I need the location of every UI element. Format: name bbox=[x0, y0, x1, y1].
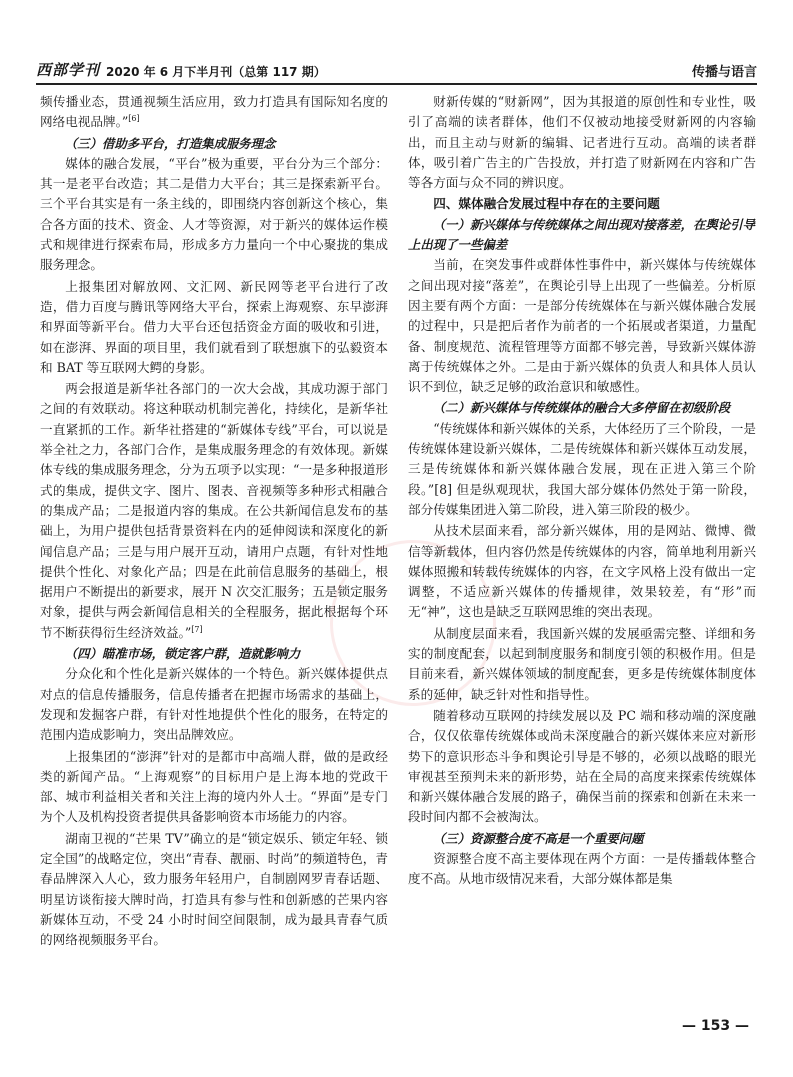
paragraph bbox=[408, 849, 756, 890]
paragraph-text: （四）瞄准市场，锁定客户群，造就影响力 bbox=[64, 646, 301, 662]
paragraph bbox=[408, 419, 756, 520]
paragraph-text: 上报集团的“澎湃”针对的是都市中高端人群，做的是政经类的新闻产品。“上海观察”的目标用户是上海本地的党政干部、城市利益相关者和关注上海的境内外人士。“界面”是专门为个人及机构投资者提供具备影响资本市场能力的内容。 bbox=[40, 748, 388, 825]
header-left bbox=[36, 59, 326, 80]
paragraph-text: 分众化和个性化是新兴媒体的一个特色。新兴媒体提供点对点的信息传播服务，信息传播者在把握市场需求的基础上，发现和发掘客户群，有针对性地提供个性化的服务，在特定的范围内造成影响力，突出品牌效应。 bbox=[40, 666, 388, 743]
section-heading bbox=[408, 829, 756, 849]
paragraph bbox=[40, 664, 388, 745]
section-heading bbox=[408, 215, 756, 256]
paragraph bbox=[40, 277, 388, 378]
paragraph bbox=[408, 706, 756, 828]
issue-info: 2020 年 6 月下半月刊（总第 117 期） bbox=[106, 65, 326, 79]
paragraph bbox=[40, 92, 388, 133]
right-column bbox=[408, 92, 756, 1012]
journal-logo: 西部学刊 bbox=[36, 61, 101, 79]
section-name: 传播与语言 bbox=[691, 65, 757, 80]
paragraph bbox=[408, 521, 756, 622]
paragraph-text: （二）新兴媒体与传统媒体的融合大多停留在初级阶段 bbox=[432, 400, 731, 416]
paragraph-text: （三）资源整合度不高是一个重要问题 bbox=[432, 830, 644, 846]
paragraph-text: 财新传媒的“财新网”，因为其报道的原创性和专业性，吸引了高端的读者群体，他们不仅被动地接受财新网的内容输出，而且主动与财新的编辑、记者进行互动。高端的读者群体，吸引着广告主的广告投放，并打造了财新网在内容和广告等各方面与众不同的辨识度。 bbox=[408, 94, 756, 191]
paragraph bbox=[40, 829, 388, 951]
paragraph-text: 媒体的融合发展，“平台”极为重要，平台分为三个部分：其一是老平台改造；其二是借力大平台；其三是探索新平台。三个平台其实是有一条主线的，即围绕内容创新这个核心，集合各方面的技术、资金、人才等资源，对于新兴的媒体运作模式和规律进行探索布局，形成多方力量向一个中心聚拢的集成服务理念。 bbox=[40, 155, 388, 273]
section-heading bbox=[40, 644, 388, 664]
paragraph-text: 从技术层面来看，部分新兴媒体，用的是网站、微博、微信等新载体，但内容仍然是传统媒体的内容，简单地利用新兴媒体照搬和转载传统媒体的内容，在文字风格上没有做出一定调整，不适应新兴媒体的传播规律，效果较差，有“形”而无“神”，这也是缺乏互联网思维的突出表现。 bbox=[408, 523, 756, 620]
paragraph-text: 频传播业态，贯通视频生活应用，致力打造具有国际知名度的网络电视品牌。” bbox=[40, 94, 388, 130]
citation-ref: [7] bbox=[191, 624, 203, 634]
paragraph-text: 两会报道是新华社各部门的一次大会战，其成功源于部门之间的有效联动。将这种联动机制完善化，持续化，是新华社一直紧抓的工作。新华社搭建的“新媒体专线”平台，可以说是举全社之力，各部门合作，是集成服务理念的有效体现。新媒体专线的集成服务理念，分为五项予以实现：“一是多种报道形式的集成，提供文字、图片、图表、音视频等多种形式相融合的集成产品；二是报道内容的集成。在公共新闻信息发布的基础上，为用户提供包括背景资料在内的延伸阅读和深度化的新闻信息产品；三是与用户展开互动，请用户点题，有针对性地提供个性化、对象化产品；四是在此前信息服务的基础上，根据用户不断提出的新要求，展开 N 次交汇服务；五是锁定服务对象，提供与两会新闻信息相关的全程服务，据此根据每个环节不断获得衍生经济效益。” bbox=[40, 381, 388, 640]
paragraph bbox=[40, 154, 388, 276]
paragraph-text: （一）新兴媒体与传统媒体之间出现对接落差，在舆论引导上出现了一些偏差 bbox=[408, 216, 755, 253]
paragraph-text: 湖南卫视的“芒果 TV”确立的是“锁定娱乐、锁定年轻、锁定全国”的战略定位，突出“青春、靓丽、时尚”的频道特色，青春品牌深入人心，致力服务年轻用户，自制剧网罗青春话题、明星访谈衔接大牌时尚，打造具有参与性和创新感的芒果内容新媒体互动，不受 24 小时时间空间限制，成为最具青春气质的网络视频服务平台。 bbox=[40, 830, 388, 948]
section-heading bbox=[40, 134, 388, 154]
paragraph-text: 当前，在突发事件或群体性事件中，新兴媒体与传统媒体之间出现对接“落差”，在舆论引导上出现了一些偏差。分析原因主要有两个方面：一是部分传统媒体在与新兴媒体融合发展的过程中，只是把后者作为前者的一个拓展或者渠道，力量配备、制度规范、流程管理等方面都不够完善，导致新兴媒体游离于传统媒体之外。二是由于新兴媒体的负责人和具体人员认识不到位，缺乏足够的政治意识和敏感性。 bbox=[408, 257, 756, 395]
section-heading bbox=[408, 398, 756, 418]
paragraph-text: 随着移动互联网的持续发展以及 PC 端和移动端的深度融合，仅仅依靠传统媒体或尚未深度融合的新兴媒体来应对新形势下的意识形态斗争和舆论引导是不够的，必须以战略的眼光审视甚至预判未来的新形势，站在全局的高度来探索传统媒体和新兴媒体融合发展的路子，确保当前的探索和创新在未来一段时间内都不会被淘汰。 bbox=[408, 707, 756, 825]
article-body bbox=[40, 92, 756, 1012]
paragraph bbox=[408, 255, 756, 397]
paragraph bbox=[408, 624, 756, 705]
page-number: — 153 — bbox=[682, 1018, 749, 1034]
citation-ref: [6] bbox=[128, 114, 140, 124]
paragraph-text: “传统媒体和新兴媒体的关系，大体经历了三个阶段，一是传统媒体建设新兴媒体，二是传统媒体和新兴媒体互动发展，三是传统媒体和新兴媒体融合发展，现在正进入第三个阶段。”[8] 但是纵观现状，我国大部分媒体仍然处于第一阶段，部分传媒集团进入第二阶段，进入第三阶段的极少。 bbox=[408, 420, 756, 517]
paragraph-text: 资源整合度不高主要体现在两个方面：一是传播载体整合度不高。从地市级情况来看，大部分媒体都是集 bbox=[408, 850, 756, 887]
section-heading bbox=[408, 194, 756, 214]
paragraph-text: 四、媒体融合发展过程中存在的主要问题 bbox=[433, 196, 660, 212]
paragraph-text: 上报集团对解放网、文汇网、新民网等老平台进行了改造，借力百度与腾讯等网络大平台，探索上海观察、东早澎湃和界面等新平台。借力大平台还包括资金方面的吸收和引进，如在澎湃、界面的项目里，我们就看到了联想旗下的弘毅资本和 BAT 等互联网大鳄的身影。 bbox=[40, 278, 388, 375]
paragraph-text: 从制度层面来看，我国新兴媒的发展亟需完整、详细和务实的制度配套，以起到制度服务和制度引领的积极作用。但是目前来看，新兴媒体领域的制度配套，更多是传统媒体制度体系的延伸，缺乏针对性和指导性。 bbox=[408, 625, 756, 702]
paragraph bbox=[408, 92, 756, 193]
left-column bbox=[40, 92, 388, 1012]
paragraph-text: （三）借助多平台，打造集成服务理念 bbox=[64, 135, 276, 151]
paragraph bbox=[40, 747, 388, 828]
paragraph bbox=[40, 379, 388, 643]
page-header bbox=[36, 54, 757, 85]
